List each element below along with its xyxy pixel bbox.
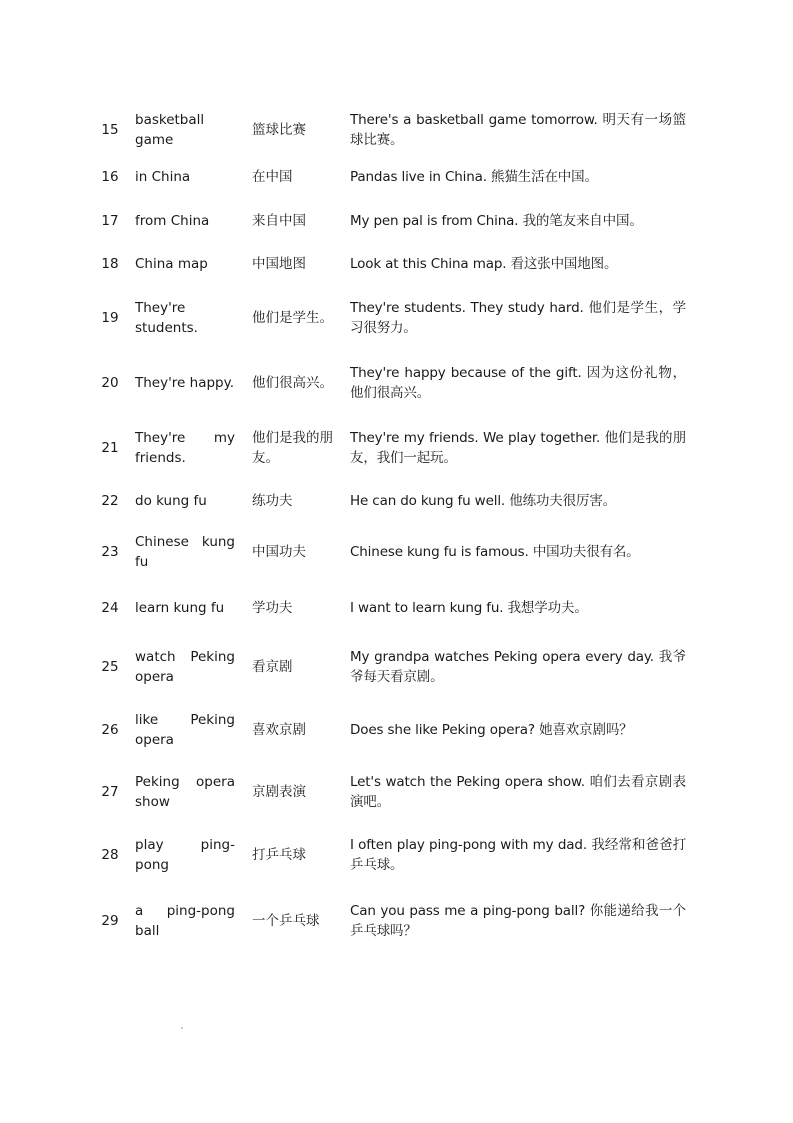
row-number: 26 (101, 721, 119, 738)
english-phrase: in China (135, 169, 191, 185)
table-row (88, 699, 698, 760)
table-row (88, 199, 698, 242)
chinese-meaning: 中国功夫 (252, 543, 306, 560)
table-row (88, 104, 698, 155)
example-sentence: Chinese kung fu is famous. 中国功夫很有名。 (350, 543, 640, 560)
row-number: 15 (101, 121, 119, 138)
example-sentence: Pandas live in China. 熊猫生活在中国。 (350, 169, 598, 185)
example-sentence: Does she like Peking opera? 她喜欢京剧吗？ (350, 721, 633, 738)
table-row (88, 350, 698, 416)
row-number: 22 (101, 493, 119, 509)
row-number: 16 (101, 169, 119, 185)
english-phrase: play ping-pong (135, 837, 235, 873)
table-row (88, 760, 698, 824)
chinese-meaning: 他们是学生。 (252, 310, 333, 326)
chinese-meaning: 在中国 (252, 169, 293, 185)
english-phrase: Chinese kung fu (135, 533, 235, 570)
english-phrase: They're my friends. (135, 430, 235, 466)
english-phrase: learn kung fu (135, 600, 225, 616)
chinese-meaning: 练功夫 (252, 493, 293, 509)
chinese-meaning: 京剧表演 (252, 784, 306, 800)
english-phrase: They're happy. (135, 375, 234, 391)
row-number: 25 (101, 659, 119, 675)
chinese-meaning: 他们很高兴。 (252, 375, 333, 391)
row-number: 23 (101, 543, 119, 560)
row-number: 18 (101, 256, 119, 272)
english-phrase: Peking opera show (135, 774, 235, 810)
row-number: 29 (101, 913, 119, 929)
vocabulary-table-body (88, 104, 698, 956)
example-sentence: Let's watch the Peking opera show. 咱们去看京剧表演吧。 (350, 774, 686, 810)
row-number: 19 (101, 310, 119, 326)
chinese-meaning: 喜欢京剧 (252, 721, 306, 738)
table-row (88, 286, 698, 350)
english-phrase: a ping-pong ball (135, 903, 235, 939)
example-sentence: He can do kung fu well. 他练功夫很厉害。 (350, 493, 617, 509)
example-sentence: They're my friends. We play together. 他们是我的朋友，我们一起玩。 (350, 430, 686, 466)
row-number: 20 (101, 375, 119, 391)
row-number: 21 (101, 440, 119, 456)
example-sentence: There's a basketball game tomorrow. 明天有一场篮球比赛。 (350, 111, 686, 148)
table-row (88, 886, 698, 956)
english-phrase: They're students. (135, 300, 198, 336)
table-row (88, 242, 698, 286)
table-row (88, 635, 698, 699)
english-phrase: watch Peking opera (135, 649, 235, 685)
chinese-meaning: 打乒乓球 (252, 847, 306, 863)
table-row (88, 480, 698, 522)
example-sentence: I often play ping-pong with my dad. 我经常和爸爸打乒乓球。 (350, 837, 686, 873)
row-number: 24 (101, 600, 119, 616)
row-number: 17 (101, 212, 119, 229)
chinese-meaning: 中国地图 (252, 256, 306, 272)
table-row (88, 416, 698, 480)
example-sentence: My grandpa watches Peking opera every day. 我爷爷每天看京剧。 (350, 649, 686, 685)
english-phrase: from China (135, 212, 210, 229)
chinese-meaning: 学功夫 (252, 600, 293, 616)
table-row (88, 522, 698, 581)
example-sentence: My pen pal is from China. 我的笔友来自中国。 (350, 212, 643, 229)
english-phrase: basketball game (135, 111, 205, 148)
example-sentence: They're happy because of the gift. 因为这份礼物，他们很高兴。 (350, 365, 686, 401)
vocabulary-table (88, 104, 698, 956)
chinese-meaning: 看京剧 (252, 659, 293, 675)
row-number: 28 (101, 847, 119, 863)
row-number: 27 (101, 784, 119, 800)
example-sentence: Can you pass me a ping-pong ball? 你能递给我一个乒乓球吗？ (350, 903, 686, 939)
english-phrase: China map (135, 256, 208, 272)
chinese-meaning: 来自中国 (252, 212, 306, 229)
table-row (88, 155, 698, 199)
table-row (88, 581, 698, 635)
table-row (88, 824, 698, 886)
stray-dot-mark (181, 1027, 183, 1029)
chinese-meaning: 一个乒乓球 (252, 913, 320, 929)
example-sentence: Look at this China map. 看这张中国地图。 (350, 256, 618, 272)
english-phrase: like Peking opera (135, 711, 235, 748)
chinese-meaning: 篮球比赛 (252, 121, 306, 138)
example-sentence: I want to learn kung fu. 我想学功夫。 (350, 600, 588, 616)
english-phrase: do kung fu (135, 493, 207, 509)
example-sentence: They're students. They study hard. 他们是学生，学习很努力。 (350, 300, 686, 336)
chinese-meaning: 他们是我的朋友。 (252, 430, 333, 466)
